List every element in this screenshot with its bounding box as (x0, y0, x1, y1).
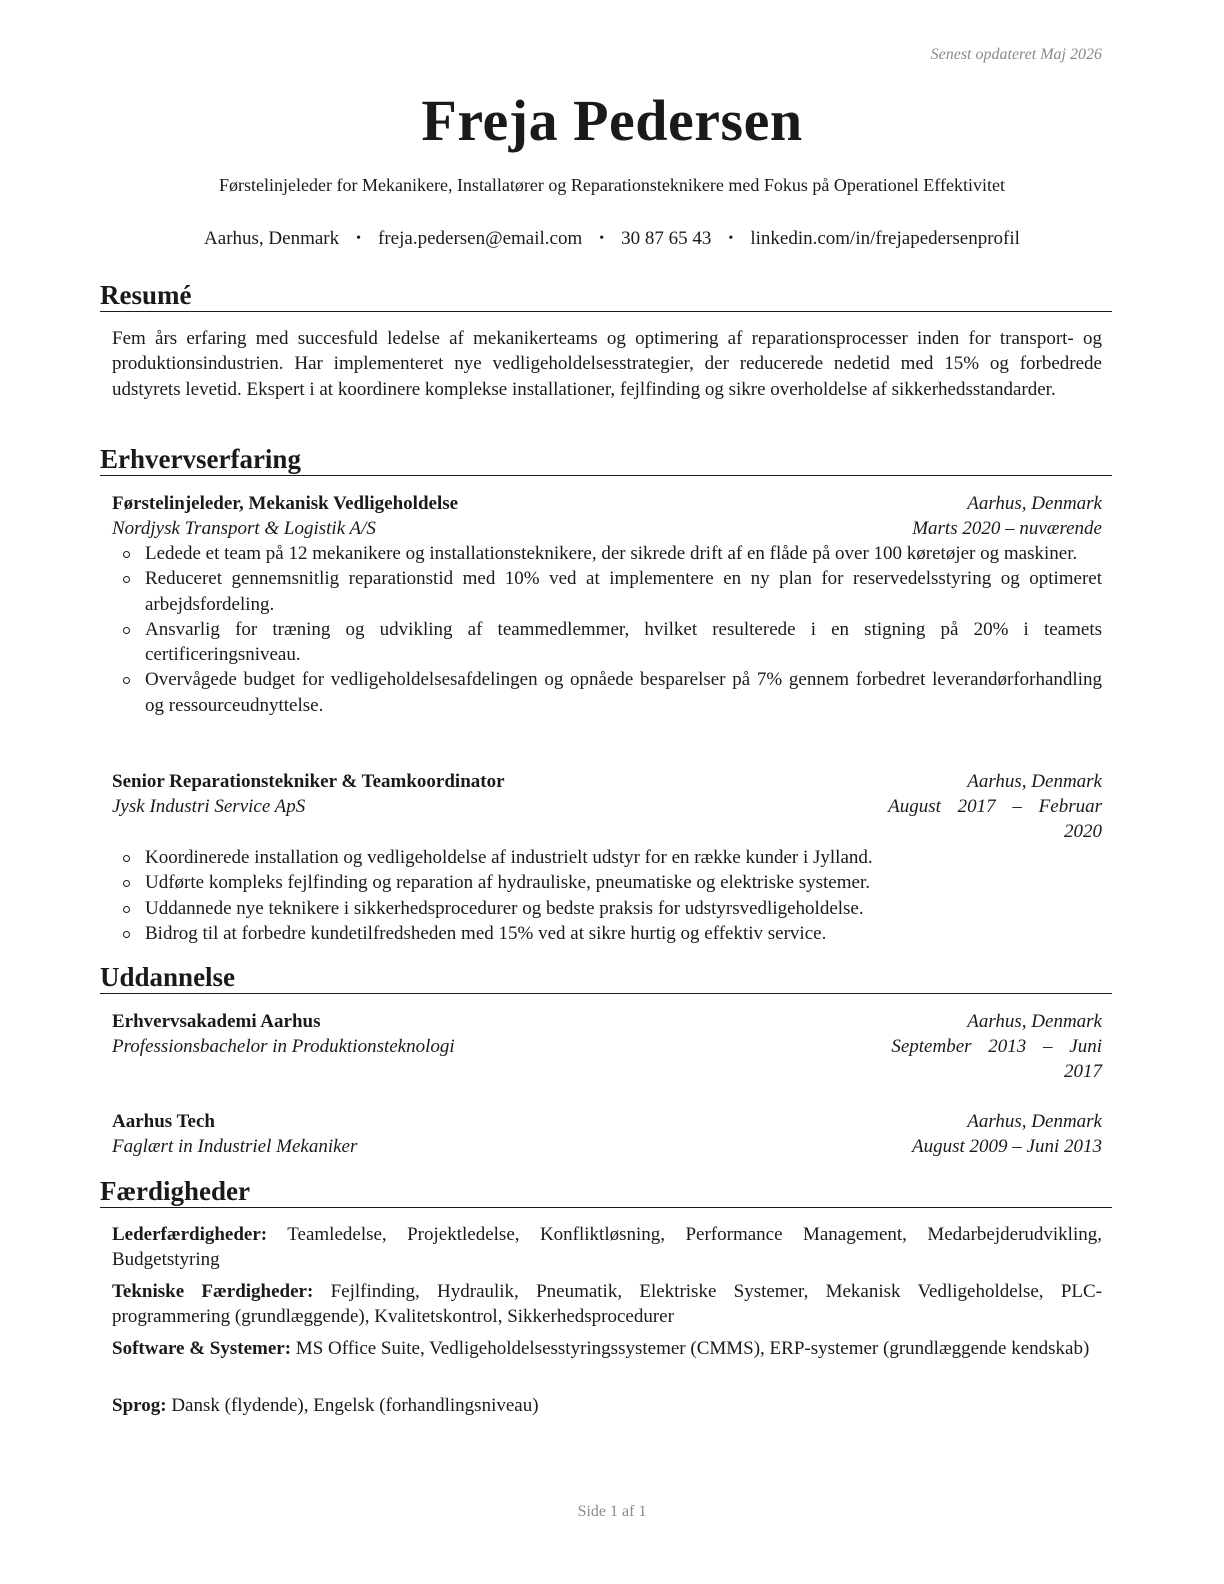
summary-text: Fem års erfaring med succesfuld ledelse af mekanikerteams og optimering af reparationsprocesser inden for transport- og produktionsindustrien. Har implementeret nye vedligeholdelsesstrategier, der reducerede nedetid med 15% og forbedrede udstyrets levetid. Ekspert i at koordinere komplekse installationer, fejlfinding og sikre overholdelse af sikkerhedsstandarder. (112, 328, 1102, 400)
job-company: Nordjysk Transport & Logistik A/S (112, 518, 376, 539)
skill-group (112, 1279, 1102, 1330)
contact-line (0, 228, 1224, 250)
education-dates: August 2009 – Juni 2013 (912, 1136, 1102, 1157)
job-location: Aarhus, Denmark (967, 771, 1102, 792)
job-bullets (112, 845, 1102, 946)
separator-dot: • (728, 231, 734, 246)
bullet-circle-icon (123, 855, 130, 862)
degree: Professionsbachelor in Produktionsteknologi (112, 1036, 455, 1057)
bullet-text: Overvågede budget for vedligeholdelsesafdelingen og opnåede besparelser på 7% gennem forbedret leverandørforhandling og ressourceudnyttelse. (145, 669, 1102, 716)
section-title-experience: Erhvervserfaring (100, 444, 1112, 476)
job-dates: Marts 2020 – nuværende (912, 518, 1102, 539)
bullet-text: Ledede et team på 12 mekanikere og installationsteknikere, der sikrede drift af en flåde på over 100 køretøjer og maskiner. (145, 543, 1078, 564)
bullet-circle-icon (123, 551, 130, 558)
list-item (112, 921, 1102, 946)
job-location: Aarhus, Denmark (967, 493, 1102, 514)
section-title-education: Uddannelse (100, 962, 1112, 994)
job-company-row (112, 794, 1102, 819)
headline: Førstelinjeleder for Mekanikere, Installatører og Reparationsteknikere med Fokus på Operationel Effektivitet (219, 175, 1005, 195)
list-item (112, 541, 1102, 566)
bullet-circle-icon (123, 576, 130, 583)
education-header-row (112, 1109, 1102, 1134)
school-name: Aarhus Tech (112, 1111, 215, 1132)
skill-label: Tekniske Færdigheder: (112, 1281, 314, 1302)
degree: Faglært in Industriel Mekaniker (112, 1136, 358, 1157)
bullet-text: Udførte kompleks fejlfinding og reparation af hydrauliske, pneumatiske og elektriske systemer. (145, 872, 870, 894)
list-item (112, 617, 1102, 668)
separator-dot: • (599, 231, 605, 246)
education-dates-continued (112, 1059, 1102, 1084)
skill-group (112, 1393, 1102, 1418)
skill-text: Teamledelse, Projektledelse, Konfliktløsning, Performance Management, Medarbejderudvikling, Budgetstyring (112, 1224, 1102, 1271)
job-dates: August 2017 – Februar (888, 796, 1102, 817)
bullet-text: Ansvarlig for træning og udvikling af teammedlemmer, hvilket resulterede i en stigning på 20% i teamets certificeringsniveau. (145, 618, 1102, 666)
skill-text: Dansk (flydende), Engelsk (forhandlingsniveau) (171, 1395, 539, 1416)
school-name: Erhvervsakademi Aarhus (112, 1011, 321, 1032)
bullet-text: Uddannede nye teknikere i sikkerhedsprocedurer og bedste praksis for udstyrsvedligeholdelse. (145, 897, 864, 919)
list-item (112, 870, 1102, 895)
job-header-row (112, 769, 1102, 794)
list-item (112, 845, 1102, 870)
job-company: Jysk Industri Service ApS (112, 796, 306, 817)
education-degree-row (112, 1134, 1102, 1159)
bullet-text: Bidrog til at forbedre kundetilfredsheden med 15% ved at sikre hurtig og effektiv service. (145, 922, 827, 944)
job-header-row (112, 491, 1102, 516)
school-location: Aarhus, Denmark (967, 1111, 1102, 1132)
education-dates-year: 2017 (1064, 1061, 1102, 1082)
education-header-row (112, 1009, 1102, 1034)
skill-label: Software & Systemer: (112, 1338, 292, 1359)
education-degree-row (112, 1034, 1102, 1059)
skill-text: MS Office Suite, Vedligeholdelsesstyringssystemer (CMMS), ERP-systemer (grundlæggende kendskab) (295, 1338, 1090, 1359)
skill-label: Lederfærdigheder: (112, 1224, 268, 1245)
job-bullets (112, 541, 1102, 718)
contact-phone: 30 87 65 43 (621, 228, 712, 249)
job-dates-continued (112, 819, 1102, 844)
skill-group (112, 1336, 1102, 1361)
contact-location: Aarhus, Denmark (204, 228, 340, 249)
bullet-circle-icon (123, 931, 130, 938)
bullet-circle-icon (123, 677, 130, 684)
section-title-skills: Færdigheder (100, 1176, 1112, 1208)
separator-dot: • (356, 231, 362, 246)
last-updated-note: Senest opdateret Maj 2026 (930, 46, 1102, 63)
school-location: Aarhus, Denmark (967, 1011, 1102, 1032)
skill-label: Sprog: (112, 1395, 167, 1416)
job-company-row (112, 516, 1102, 541)
contact-linkedin[interactable]: linkedin.com/in/frejapedersenprofil (750, 228, 1020, 249)
bullet-text: Reduceret gennemsnitlig reparationstid med 10% ved at implementere en ny plan for reservedelsstyring og optimeret arbejdsfordeling. (145, 568, 1102, 615)
list-item (112, 566, 1102, 617)
bullet-circle-icon (123, 627, 130, 634)
contact-email[interactable]: freja.pedersen@email.com (378, 228, 583, 249)
skill-text: Fejlfinding, Hydraulik, Pneumatik, Elektriske Systemer, Mekanisk Vedligeholdelse, PLC-programmering (grundlæggende), Kvalitetskontrol, Sikkerhedsprocedurer (112, 1281, 1102, 1328)
job-title: Førstelinjeleder, Mekanisk Vedligeholdelse (112, 493, 459, 514)
section-title-summary: Resumé (100, 280, 1112, 312)
candidate-name: Freja Pedersen (421, 88, 803, 153)
skill-group (112, 1222, 1102, 1273)
job-title: Senior Reparationstekniker & Teamkoordinator (112, 771, 505, 792)
page-number: Side 1 af 1 (577, 1503, 647, 1520)
bullet-circle-icon (123, 880, 130, 887)
job-dates-year: 2020 (1064, 821, 1102, 842)
education-dates: September 2013 – Juni (891, 1036, 1102, 1057)
bullet-text: Koordinerede installation og vedligeholdelse af industrielt udstyr for en række kunder i Jylland. (145, 847, 873, 868)
list-item (112, 896, 1102, 921)
list-item (112, 667, 1102, 718)
bullet-circle-icon (123, 906, 130, 913)
